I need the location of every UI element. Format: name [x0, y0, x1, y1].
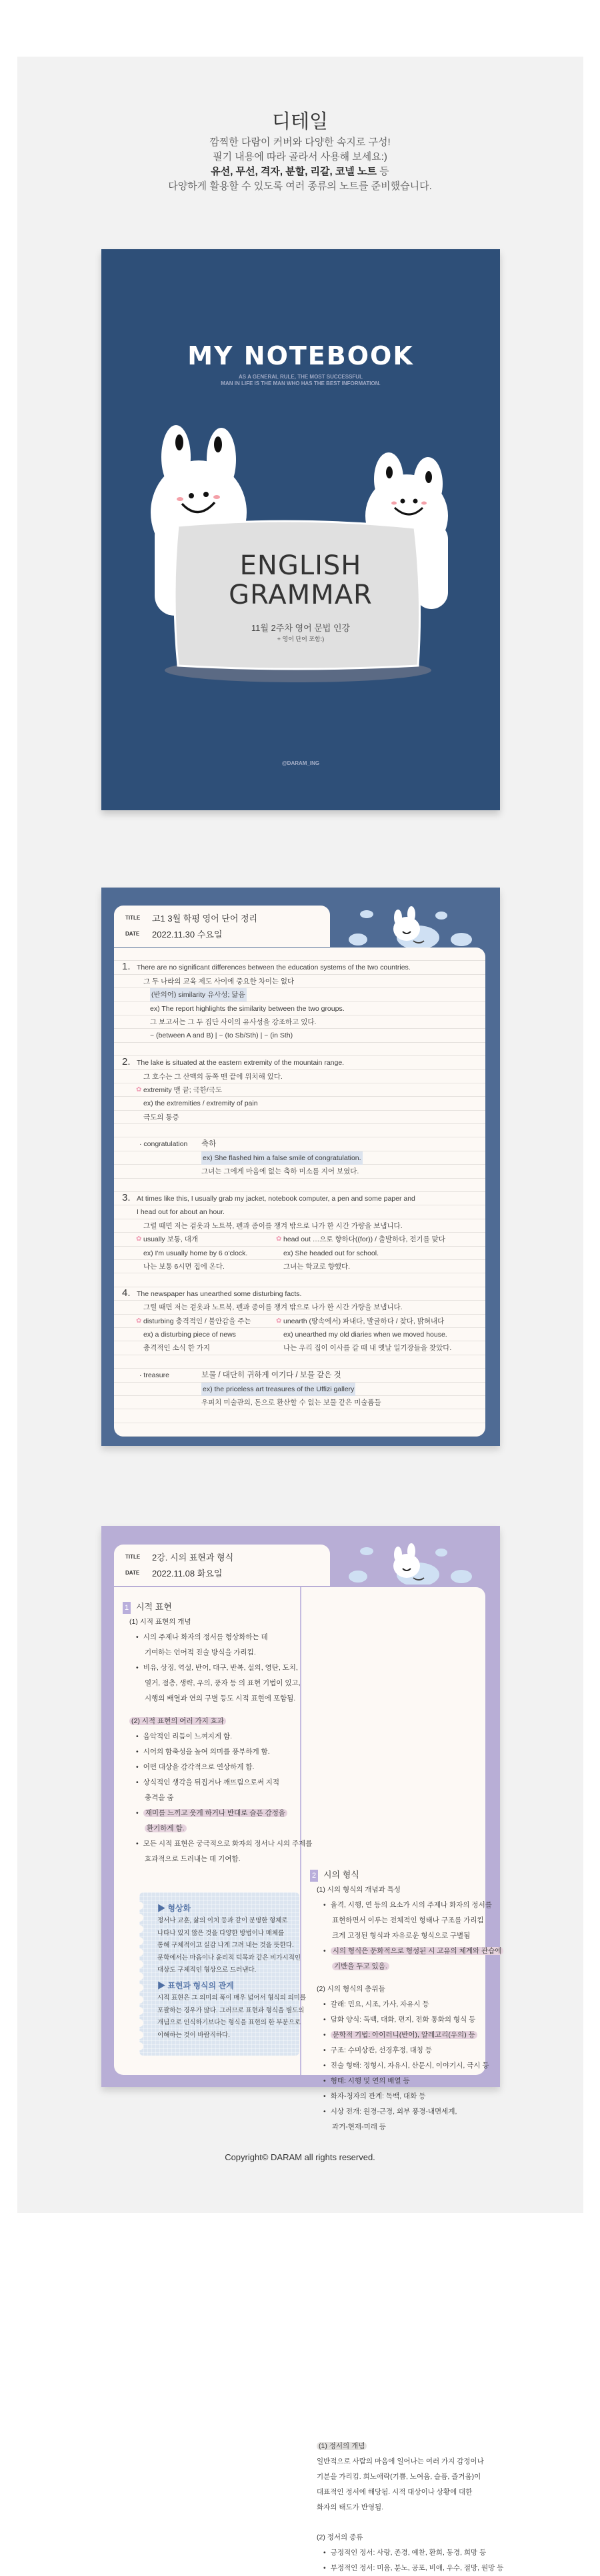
table-row: [114, 1301, 485, 1314]
bullet-icon: •: [323, 2092, 326, 2100]
table-row: [114, 1341, 485, 1355]
table-row: [114, 1273, 485, 1287]
notebook-cover: [101, 249, 500, 810]
cover-subtitle-1: AS A GENERAL RULE, THE MOST SUCCESSFUL: [239, 374, 363, 380]
board-subtitle: 11월 2주차 영어 문법 인강: [251, 623, 351, 633]
bullet-text: 시의 형식은 문화적으로 형성된 시 고유의 체계와 관습에: [331, 1947, 504, 1955]
bullet-text: 화자-청자의 관계: 독백, 대화 등: [330, 2092, 426, 2100]
table-row: [114, 1165, 485, 1178]
row-text: I head out for about an hour.: [137, 1208, 225, 1217]
section-heading: 시적 표현: [136, 1602, 172, 1612]
sentence: The newspaper has unearthed some disturbing facts.: [137, 1289, 302, 1298]
list-item: [123, 1821, 299, 1836]
bullet-text: 어떤 대상을 감각적으로 연상하게 함.: [143, 1763, 255, 1771]
star-icon: ✿: [276, 1317, 282, 1325]
subheading: (1) 정서의 개념: [317, 2442, 367, 2450]
sentence: At times like this, I usually grab my jacket, notebook computer, a pen and some paper and: [137, 1195, 415, 1203]
row-text: 그 보고서는 그 두 집단 사이의 유사성을 강조하고 있다.: [150, 1017, 317, 1026]
note-line: 시적 표현은 그 의미의 폭이 매우 넓어서 형식의 의미를: [157, 1994, 307, 2002]
list-item: [123, 1630, 299, 1645]
bullet-text: 시상 전개: 원경-근경, 외부 풍경-내면세계,: [330, 2108, 457, 2116]
table-row: [114, 1111, 485, 1124]
table-row: [114, 961, 485, 974]
table-row: [114, 1056, 485, 1069]
title-label: TITLE: [125, 915, 141, 921]
sentence: There are no significant differences between the education systems of the two countries.: [137, 964, 411, 972]
intro-line-3: [0, 165, 600, 179]
table-row: [114, 1247, 485, 1260]
note-date: 2022.11.08 화요일: [152, 1569, 223, 1579]
star-icon: ✿: [136, 1235, 142, 1243]
spacer: [310, 1974, 483, 1982]
bullet-icon: •: [323, 2016, 326, 2024]
row-text: (반의어) similarity 유사성; 닮음: [150, 988, 247, 1001]
table-row: [114, 1179, 485, 1192]
copyright: Copyright© DARAM all rights reserved.: [225, 2152, 375, 2162]
note-line: 대상도 구체적인 형상으로 드러낸다.: [157, 1966, 257, 1974]
date-label: DATE: [125, 931, 140, 937]
list-item: [123, 1691, 299, 1706]
title-label: TITLE: [125, 1554, 141, 1560]
note-line: 문학에서는 마음이나 윤리적 덕목과 같은 비가시적인: [157, 1954, 301, 1962]
table-row: [114, 1015, 485, 1029]
row-text: 나는 보통 6시면 집에 온다.: [143, 1262, 225, 1271]
ring-hole-icon: [135, 1972, 143, 1980]
table-row: [114, 975, 485, 988]
bullet-icon: •: [323, 2564, 326, 2572]
bullet-text: 상식적인 생각을 뒤집거나 깨뜨림으로써 지적: [143, 1778, 280, 1786]
row-text: ~ (between A and B) | ~ (to Sb/Sth) | ~ (in Sth): [150, 1031, 293, 1040]
bullet-text-continued: 과거-현재-미래 등: [332, 2123, 386, 2131]
table-row: [114, 1137, 485, 1151]
definition: 그녀는 그에게 마음에 없는 축하 미소를 지어 보였다.: [201, 1167, 359, 1176]
row-text: 그럴 때면 저는 겉옷과 노트북, 펜과 종이를 챙겨 밖으로 나가 한 시간 가량을 보냅니다.: [143, 1221, 403, 1230]
ring-hole-icon: [135, 1925, 143, 1933]
bullet-icon: •: [323, 2549, 326, 2557]
item-number: 2.: [122, 1056, 131, 1068]
list-item: [123, 1714, 299, 1729]
item-number: 3.: [122, 1192, 131, 1204]
row-text: 충격적인 소식 한 가지: [143, 1344, 211, 1353]
row-text: 나는 우리 집이 이사를 갈 때 내 옛날 일기장들을 찾았다.: [283, 1344, 452, 1353]
list-item: [310, 2012, 483, 2028]
list-item: [310, 2120, 483, 2135]
table-row: [114, 1002, 485, 1015]
bullet-icon: •: [323, 2077, 326, 2085]
table-row: [114, 948, 485, 961]
list-item: [310, 2028, 483, 2043]
bullet-icon: •: [323, 1947, 326, 1955]
right-column: [310, 1867, 502, 2135]
row-text: ex) She headed out for school.: [283, 1249, 379, 1257]
subheading: (2) 시적 표현의 여러 가지 효과: [129, 1717, 226, 1725]
bullet-text: 율격, 시행, 연 등의 요소가 시의 주제나 화자의 정서를: [330, 1901, 492, 1909]
intro-line-2: 필기 내용에 따라 골라서 사용해 보세요:): [213, 151, 387, 163]
note-types: 유선, 무선, 격자, 분할, 리갈, 코넬 노트: [211, 166, 377, 177]
note-line: 통해 구체적이고 실감 나게 그려 내는 것을 뜻한다.: [157, 1942, 294, 1950]
table-row: [114, 1355, 485, 1369]
list-item: [310, 2530, 483, 2545]
title-card: [114, 1545, 330, 1586]
bullet-text-continued: 충격을 줌: [145, 1794, 174, 1802]
note-line: 이해하는 것이 바람직하다.: [157, 2031, 230, 2039]
list-item: [310, 2439, 483, 2454]
bullet-text-continued: 환기하게 함.: [145, 1824, 187, 1832]
spacer: [310, 2523, 483, 2530]
eye: [189, 493, 194, 498]
list-item: [310, 2454, 483, 2469]
note-line: 정서나 교훈, 삶의 이치 등과 같이 분명한 형체로: [157, 1917, 288, 1924]
ring-hole-icon: [135, 1960, 143, 1968]
list-item: [123, 1852, 299, 1867]
bullet-icon: •: [323, 2062, 326, 2070]
ring-hole-icon: [135, 2019, 143, 2027]
bullet-icon: •: [136, 1778, 139, 1786]
list-item: [123, 1660, 299, 1676]
list-item: [310, 1882, 483, 1898]
bullet-icon: •: [136, 1732, 139, 1740]
star-icon: ✿: [276, 1235, 282, 1243]
list-item: [310, 2089, 483, 2104]
bullet-text: 긍정적인 정서: 사랑, 존경, 예찬, 환희, 동경, 희망 등: [330, 2549, 487, 2557]
bullet-icon: •: [136, 1633, 139, 1641]
table-row: [114, 1409, 485, 1423]
subheading: (2) 시의 형식의 층위들: [317, 1985, 385, 1993]
bullet-text: 모든 시적 표현은 궁극적으로 화자의 정서나 시의 주제를: [143, 1840, 313, 1848]
note-title: 2강. 시의 표현과 형식: [152, 1553, 234, 1563]
list-item: [123, 1836, 313, 1852]
bullet-icon: •: [136, 1664, 139, 1672]
list-item: [310, 2058, 489, 2074]
table-row: [114, 1219, 485, 1233]
row-text: ex) I'm usually home by 6 o'clock.: [143, 1249, 248, 1257]
bullet-text-continued: 크게 고정된 형식과 자유로운 형식으로 구별됨: [332, 1932, 471, 1940]
ring-hole-icon: [135, 1996, 143, 2004]
table-row: [114, 1205, 485, 1219]
bullet-icon: •: [136, 1748, 139, 1756]
ring-hole-icon: [135, 1948, 143, 1956]
row-text: 그 두 나라의 교육 제도 사이에 중요한 차이는 없다: [143, 977, 295, 985]
item-number: 1.: [122, 961, 131, 973]
list-item: [123, 1729, 299, 1744]
left-column: [123, 1599, 313, 1867]
list-item: [123, 1790, 299, 1806]
row-text: extremity 맨 끝; 극한/극도: [143, 1085, 223, 1094]
ring-hole-icon: [135, 2042, 143, 2050]
list-item: [310, 2043, 483, 2058]
definition: ex) the priceless art treasures of the Uffizi gallery: [201, 1383, 355, 1396]
row-text: ex) a disturbing piece of news: [143, 1330, 236, 1339]
bullet-text: 비유, 상징, 역설, 반어, 대구, 반복, 설의, 영탄, 도치,: [143, 1664, 298, 1672]
section-number-badge: 1: [123, 1602, 131, 1614]
spacer: [310, 2515, 483, 2523]
bullet-text: 문학적 기법: 아이러니(반어), 알레고리(우의) 등: [331, 2031, 477, 2039]
list-item: [310, 2469, 483, 2485]
subheading: (1) 시적 표현의 개념: [129, 1618, 191, 1626]
ring-hole-icon: [135, 2007, 143, 2015]
bunny-cloud-mascot: [348, 894, 481, 948]
ring-hole-icon: [135, 1937, 143, 1945]
table-row: [114, 988, 485, 1001]
table-row: [114, 1423, 485, 1437]
note-box: [139, 1892, 307, 2056]
sentence: The lake is situated at the eastern extremity of the mountain range.: [137, 1059, 345, 1067]
list-item: [310, 2074, 483, 2089]
list-item: [310, 1928, 483, 1944]
list-item: [310, 1867, 483, 1882]
list-item: [310, 2104, 483, 2120]
ring-hole-icon: [135, 2031, 143, 2039]
list-item: [310, 1944, 502, 1959]
row-text: 극도의 통증: [143, 1113, 179, 1121]
table-row: [114, 1396, 485, 1409]
row-text: 그 호수는 그 산맥의 동쪽 맨 끝에 위치해 있다.: [143, 1072, 283, 1081]
list-item: [310, 2545, 487, 2561]
note-line: 개념으로 인식하기보다는 형식을 표현의 한 부분으로: [157, 2019, 301, 2027]
bullet-text-continued: 열거, 점층, 생략, 우의, 풍자 등 의 표현 기법이 있고,: [145, 1679, 301, 1687]
section-number-badge: 2: [310, 1870, 318, 1882]
title-card: [114, 906, 330, 947]
table-row: [114, 1315, 485, 1328]
date-label: DATE: [125, 1570, 140, 1576]
table-row: [114, 1083, 485, 1097]
ring-hole-icon: [135, 1902, 143, 1910]
bullet-text: 재미를 느끼고 웃게 하거나 반대로 슬픈 감정을: [143, 1809, 287, 1817]
list-item: [123, 1806, 299, 1821]
list-item: [310, 1959, 483, 1974]
list-item: [310, 2561, 504, 2576]
bullet-text: 구조: 수미상관, 선경후정, 대칭 등: [330, 2046, 432, 2054]
row-text: head out …으로 향하다((for)) / 출발하다, 전기를 맞다: [283, 1235, 445, 1244]
bullet-text-continued: 표현하면서 이루는 전체적인 형태나 구조를 가리킴: [332, 1916, 484, 1924]
table-row: [114, 1043, 485, 1056]
table-row: [114, 1260, 485, 1273]
bullet-text: 갈래: 민요, 시조, 가사, 자유시 등: [330, 2000, 429, 2008]
cover-subtitle-2: MAN IN LIFE IS THE MAN WHO HAS THE BEST INFORMATION.: [221, 380, 381, 386]
bullet-text: 형태: 시행 및 연의 배열 등: [330, 2077, 410, 2085]
definition: 축하: [201, 1140, 217, 1149]
definition: 보물 / 대단히 귀하게 여기다 / 보물 같은 것: [201, 1371, 341, 1380]
table-row: [114, 1192, 485, 1205]
bullet-text: 담화 양식: 독백, 대화, 편지, 전화 통화의 형식 등: [330, 2016, 476, 2024]
note-heading: ▶ 형상화: [157, 1904, 191, 1913]
bullet-icon: •: [136, 1840, 139, 1848]
list-item: [310, 2485, 483, 2500]
note-line: 나타나 있지 않은 것을 다양한 방법이나 매체를: [157, 1929, 285, 1937]
list-item: [123, 1760, 299, 1775]
bullet-icon: •: [136, 1763, 139, 1771]
list-item: [310, 1982, 483, 1997]
bullet-icon: •: [136, 1809, 139, 1817]
paragraph-line: 일반적으로 사람의 마음에 일어나는 여러 가지 감정이나: [317, 2457, 484, 2465]
table-row: [114, 1070, 485, 1083]
bullet-icon: •: [323, 2000, 326, 2008]
table-row: [114, 1097, 485, 1110]
definition: 우피치 미술관의, 돈으로 환산할 수 없는 보물 같은 미술품들: [201, 1398, 381, 1407]
row-text: unearth (땅속에서) 파내다, 발굴하다 / 찾다, 밝혀내다: [283, 1317, 445, 1325]
bullet-text: 시의 주제나 화자의 정서를 형상화하는 데: [143, 1633, 268, 1641]
section-heading: 시의 형식: [323, 1870, 359, 1880]
paragraph-line: 화자의 태도가 반영됨.: [317, 2503, 384, 2511]
bullet-icon: •: [323, 1901, 326, 1909]
bullet-icon: •: [323, 2108, 326, 2116]
ring-hole-icon: [135, 1984, 143, 1992]
board-title-1: ENGLISH: [239, 550, 362, 581]
row-text: ex) the extremities / extremity of pain: [143, 1099, 258, 1108]
list-item: [123, 1614, 299, 1630]
table-row: [114, 1029, 485, 1042]
bullet-icon: •: [323, 2046, 326, 2054]
right-column-lower: [310, 2439, 504, 2576]
note-title: 고1 3월 학평 영어 단어 정리: [152, 914, 258, 924]
lined-paper: [114, 948, 485, 1437]
list-item: [123, 1645, 299, 1660]
table-row: [114, 1328, 485, 1341]
row-text: usually 보통, 대개: [143, 1235, 199, 1244]
board-title-2: GRAMMAR: [229, 580, 373, 610]
bullet-text: 진술 형태: 정형시, 자유시, 산문시, 이야기시, 극시 등: [330, 2062, 489, 2070]
bullet-text-continued: 기여하는 언어적 진술 방식을 가리킴.: [145, 1648, 256, 1656]
bullet-text-continued: 기반을 두고 있음.: [332, 1962, 389, 1970]
list-item: [123, 1744, 299, 1760]
star-icon: ✿: [136, 1317, 142, 1325]
definition: ex) She flashed him a false smile of congratulation.: [201, 1151, 363, 1165]
term: · treasure: [139, 1371, 169, 1380]
paragraph-line: 기분을 가리킴. 희노애락(기쁨, 노여움, 슬픔, 즐거움)이: [317, 2473, 481, 2481]
note-line: 포괄하는 경우가 많다. 그러므로 표현과 형식을 별도의: [157, 2006, 305, 2014]
table-row: [114, 1233, 485, 1246]
subheading: (2) 정서의 종류: [317, 2533, 363, 2541]
bullet-text: 음악적인 리듬이 느껴지게 함.: [143, 1732, 233, 1740]
bunny-illustration: [101, 249, 500, 810]
paragraph-line: 대표적인 정서에 해당됨. 시적 대상이나 상황에 대한: [317, 2488, 473, 2496]
note-date: 2022.11.30 수요일: [152, 930, 223, 940]
list-item: [123, 1775, 299, 1790]
cover-title: MY NOTEBOOK: [187, 341, 414, 370]
subheading: (1) 시의 형식의 개념과 특성: [317, 1886, 401, 1894]
intro-line-3-rest: 등: [377, 166, 389, 177]
author-handle: @DARAM_ING: [281, 760, 320, 766]
row-text: 그녀는 학교로 향했다.: [283, 1262, 351, 1271]
star-icon: ✿: [136, 1085, 142, 1093]
bullet-text: 부정적인 정서: 미움, 분노, 공포, 비애, 우수, 절망, 원망 등: [330, 2564, 504, 2572]
table-row: [114, 1369, 485, 1382]
lined-note-page: [101, 888, 500, 1446]
spacer: [123, 1706, 299, 1714]
item-number: 4.: [122, 1287, 131, 1299]
list-item: [310, 1913, 483, 1928]
row-text: ex) unearthed my old diaries when we moved house.: [283, 1330, 447, 1339]
bullet-text: 시어의 함축성을 높여 의미를 풍부하게 함.: [143, 1748, 270, 1756]
table-row: [114, 1287, 485, 1301]
list-item: [123, 1599, 299, 1614]
intro-line-1: 깜찍한 다람이 커버와 다양한 속지로 구성!: [209, 137, 391, 148]
list-item: [310, 1898, 492, 1913]
bullet-icon: •: [323, 2031, 326, 2039]
list-item: [310, 1997, 483, 2012]
row-text: ex) The report highlights the similarity between the two groups.: [150, 1004, 345, 1013]
list-item: [310, 2500, 483, 2515]
intro-line-4: 다양하게 활용할 수 있도록 여러 종류의 노트를 준비했습니다.: [168, 181, 432, 192]
row-text: disturbing 충격적인 / 불안감을 주는: [143, 1317, 251, 1325]
note-heading: ▶ 표현과 형식의 관계: [157, 1980, 234, 1990]
bunny-cloud-mascot: [348, 1531, 481, 1585]
row-text: 그럴 때면 저는 겉옷과 노트북, 펜과 종이를 챙겨 밖으로 나가 한 시간 가량을 보냅니다.: [143, 1303, 403, 1312]
table-row: [114, 1124, 485, 1137]
bullet-text-continued: 효과적으로 드러내는 데 기여함.: [145, 1855, 241, 1863]
board-note: + 영어 단어 포함:): [277, 636, 325, 642]
table-row: [114, 1151, 485, 1165]
table-row: [114, 1383, 485, 1396]
section-title: 디테일: [271, 111, 329, 133]
ring-hole-icon: [135, 1914, 143, 1922]
list-item: [123, 1676, 299, 1691]
bullet-text-continued: 시행의 배열과 연의 구별 등도 시적 표현에 포함됨.: [145, 1694, 296, 1702]
term: · congratulation: [139, 1140, 188, 1149]
